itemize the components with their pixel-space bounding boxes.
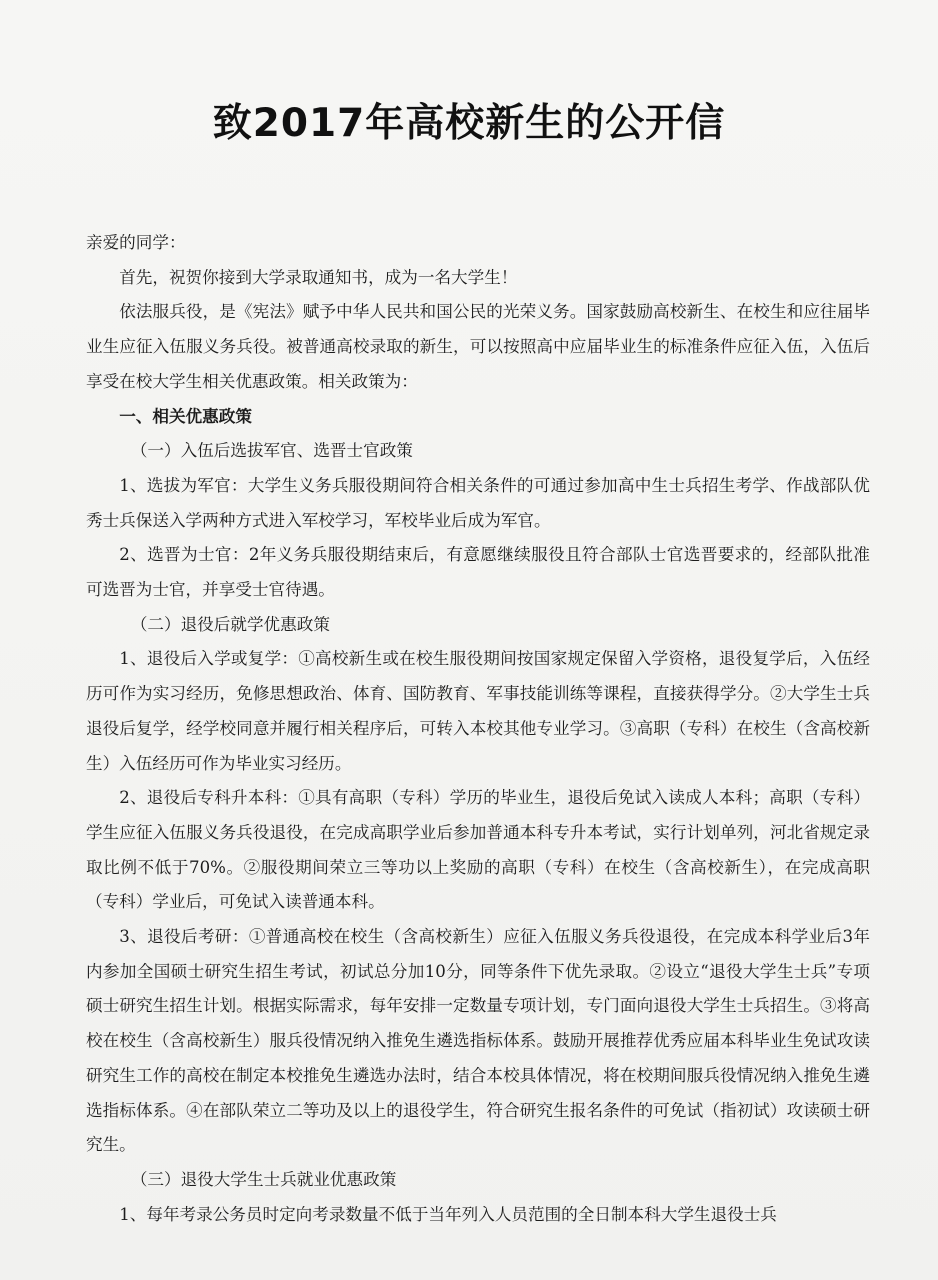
- paragraph-intro: 依法服兵役，是《宪法》赋予中华人民共和国公民的光荣义务。国家鼓励高校新生、在校生和应往届毕业生应征入伍服义务兵役。被普通高校录取的新生，可以按照高中应届毕业生的标准条件应征入伍，入伍后享受在校大学生相关优惠政策。相关政策为：: [86, 302, 870, 391]
- subsection-1-item-2: 2、选晋为士官：2年义务兵服役期结束后，有意愿继续服役且符合部队士官选晋要求的，经部队批准可选晋为士官，并享受士官待遇。: [86, 545, 870, 600]
- document-title: 致2017年高校新生的公开信: [212, 101, 726, 146]
- subsection-heading-3: （三）退役大学生士兵就业优惠政策: [130, 1169, 397, 1189]
- subsection-1-item-1: 1、选拔为军官：大学生义务兵服役期间符合相关条件的可通过参加高中生士兵招生考学、作战部队优秀士兵保送入学两种方式进入军校学习，军校毕业后成为军官。: [86, 475, 870, 530]
- section-heading-1: 一、相关优惠政策: [119, 406, 252, 426]
- subsection-3-item-1: 1、每年考录公务员时定向考录数量不低于当年列入人员范围的全日制本科大学生退役士兵: [119, 1204, 777, 1224]
- subsection-heading-2: （二）退役后就学优惠政策: [130, 614, 330, 634]
- subsection-2-item-2: 2、退役后专科升本科：①具有高职（专科）学历的毕业生，退役后免试入读成人本科；高职（专科）学生应征入伍服义务兵役退役，在完成高职学业后参加普通本科专升本考试，实行计划单列，河北省规定录取比例不低于70%。②服役期间荣立三等功以上奖励的高职（专科）在校生（含高校新生），在完成高职（专科）学业后，可免试入读普通本科。: [86, 788, 870, 912]
- subsection-heading-1: （一）入伍后选拔军官、选晋士官政策: [130, 441, 413, 461]
- subsection-2-item-1: 1、退役后入学或复学：①高校新生或在校生服役期间按国家规定保留入学资格，退役复学后，入伍经历可作为实习经历，免修思想政治、体育、国防教育、军事技能训练等课程，直接获得学分。②大学生士兵退役后复学，经学校同意并履行相关程序后，可转入本校其他专业学习。③高职（专科）在校生（含高校新生）入伍经历可作为毕业实习经历。: [86, 649, 870, 773]
- subsection-2-item-3: 3、退役后考研：①普通高校在校生（含高校新生）应征入伍服义务兵役退役，在完成本科学业后3年内参加全国硕士研究生招生考试，初试总分加10分，同等条件下优先录取。②设立“退役大学生士兵”专项硕士研究生招生计划。根据实际需求，每年安排一定数量专项计划，专门面向退役大学生士兵招生。③将高校在校生（含高校新生）服兵役情况纳入推免生遴选指标体系。鼓励开展推荐优秀应届本科毕业生免试攻读研究生工作的高校在制定本校推免生遴选办法时，结合本校具体情况，将在校期间服兵役情况纳入推免生遴选指标体系。④在部队荣立二等功及以上的退役学生，符合研究生报名条件的可免试（指初试）攻读硕士研究生。: [86, 927, 870, 1155]
- document-body: [86, 226, 870, 1232]
- paragraph-congrats: 首先，祝贺你接到大学录取通知书，成为一名大学生！: [119, 267, 518, 287]
- salutation: 亲爱的同学：: [86, 233, 186, 252]
